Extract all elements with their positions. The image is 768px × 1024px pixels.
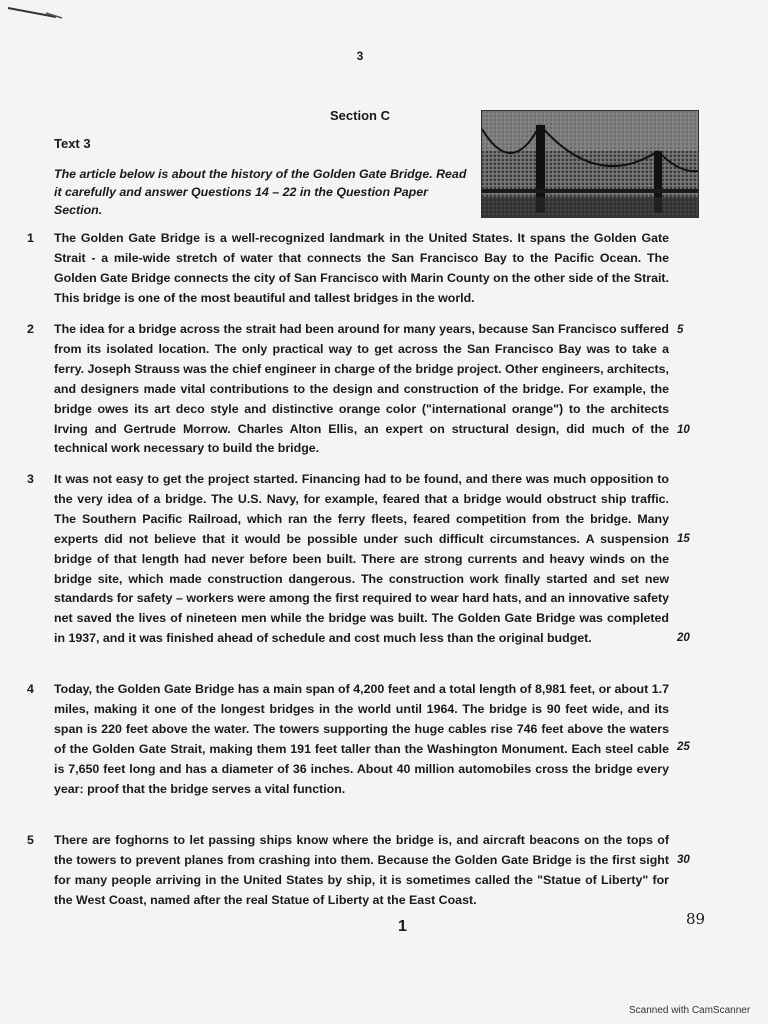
page-number: 3	[356, 49, 364, 63]
paragraph-text: Today, the Golden Gate Bridge has a main span of 4,200 feet and a total length of 8,981 feet, or about 1.7 miles, making it one of the longest bridges in the world until 1964. The bridge is 90 feet wide, and its span is 220 feet above the water. The towers supporting the huge cables rise 746 feet above the waters of the Golden Gate Strait, making them 191 feet taller than the Washington Monument. Each steel cable is 7,650 feet long and has a diameter of 36 inches. About 40 million automobiles cross the bridge every year: proof that the bridge serves a vital function.	[54, 682, 669, 796]
section-title: Section C	[330, 108, 390, 123]
paragraph-text: There are foghorns to let passing ships know where the bridge is, and aircraft beacons on the tops of the towers to prevent planes from crashing into them. Because the Golden Gate Bridge is the first sight for many people arriving in the United States by ship, it is sometimes called the "Statue of Liberty" for the West Coast, named after the real Statue of Liberty at the East Coast.	[54, 833, 669, 907]
paragraph-number: 4	[27, 682, 34, 696]
paragraph-text: The idea for a bridge across the strait had been around for many years, because San Francisco suffered from its isolated location. The only practical way to get across the San Francisco Bay was to take a ferry. Joseph Strauss was the chief engineer in charge of the bridge project. Other engineers, architects, and designers made vital contributions to the design and construction of the bridge. For example, the bridge owes its art deco style and distinctive orange color ("international orange") to the architects Irving and Gertrude Morrow. Charles Alton Ellis, an expert on structural design, did much of the technical work necessary to build the bridge.	[54, 322, 669, 456]
line-marker-30: 30	[677, 854, 690, 866]
scanner-watermark: Scanned with CamScanner	[629, 1005, 751, 1016]
golden-gate-bridge-photo	[481, 110, 699, 218]
corner-pen-mark	[6, 4, 66, 20]
footer-mark: 1	[398, 918, 407, 935]
line-marker-10: 10	[677, 424, 690, 436]
paragraph-text: It was not easy to get the project started. Financing had to be found, and there was much opposition to the very idea of a bridge. The U.S. Navy, for example, feared that a bridge would obstruct ship traffic. The Southern Pacific Railroad, which ran the ferry fleets, feared competition from the bridge. Many experts did not believe that it would be possible under such difficult circumstances. A suspension bridge of that length had never before been built. There are strong currents and heavy winds on the bridge site, which made construction dangerous. The construction work finally started and set new standards for safety – workers were among the first required to wear hard hats, and an innovative safety net saved the lives of nineteen men while the bridge was built. The Golden Gate Bridge was completed in 1937, and it was finished ahead of schedule and cost much less than the original budget.	[54, 472, 669, 646]
line-marker-15: 15	[677, 533, 690, 545]
line-marker-25: 25	[677, 741, 690, 753]
line-marker-5: 5	[677, 324, 684, 336]
paragraph-number: 2	[27, 322, 34, 336]
paragraph-number: 1	[27, 231, 34, 245]
paragraph-text: The Golden Gate Bridge is a well-recognized landmark in the United States. It spans the Golden Gate Strait - a mile-wide stretch of water that connects the San Francisco Bay to the Pacific Ocean. The Golden Gate Bridge connects the city of San Francisco with Marin County on the other side of the Strait. This bridge is one of the most beautiful and tallest bridges in the world.	[54, 231, 669, 305]
handwritten-mark: 89	[686, 910, 706, 928]
intro-instructions: The article below is about the history of the Golden Gate Bridge. Read it carefully and answer Questions 14 – 22 in the Question Paper Section.	[54, 167, 467, 217]
line-marker-20: 20	[677, 632, 690, 644]
paragraph-number: 3	[27, 472, 34, 486]
paragraph-number: 5	[27, 833, 34, 847]
text-label: Text 3	[54, 136, 91, 151]
